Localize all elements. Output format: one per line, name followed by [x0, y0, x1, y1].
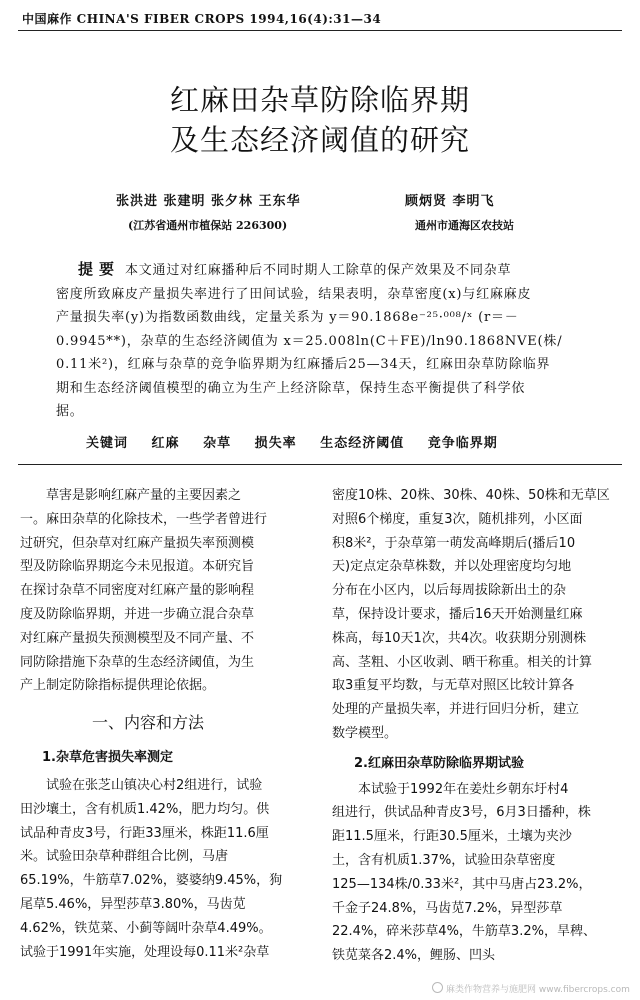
abstract-label: 提要 [78, 260, 121, 278]
keyword-1: 红麻 [151, 436, 180, 451]
body-line: 分布在小区内，以后每周拔除新出土的杂 [332, 583, 567, 599]
body-line: 米。试验田杂草种群组合比例，马唐 [20, 849, 229, 865]
body-line: 距11.5厘米，行距30.5厘米，土壤为夹沙 [332, 829, 572, 845]
subsection-heading-2: 2.红麻田杂草防除临界期试验 [354, 755, 524, 771]
abstract-line [56, 258, 618, 283]
body-line: 数学模型。 [332, 725, 398, 741]
authors-group-1: 张洪进 张建明 张夕林 王东华 [116, 194, 301, 209]
body-column-left [20, 484, 306, 964]
body-line: 处理的产量损失率，并进行回归分析，建立 [332, 702, 580, 718]
body-line: 22.4%，碎米莎草4%，牛筋草3.2%，旱稗、 [332, 924, 596, 940]
body-line: 过研究，但杂草对红麻产量损失率预测模 [20, 535, 255, 551]
body-line: 草害是影响红麻产量的主要因素之 [46, 488, 242, 503]
body-line: 型及防除临界期迄今未见报道。本研究旨 [20, 559, 255, 575]
keyword-3: 损失率 [254, 436, 297, 451]
body-line: 天)定点定杂草株数，并以处理密度均匀地 [332, 559, 572, 575]
body-line: 产上制定防除指标提供理论依据。 [20, 678, 216, 694]
keywords-label: 关键词 [86, 436, 129, 451]
section-heading-1: 一、内容和方法 [92, 713, 205, 733]
body-column-right [332, 484, 618, 968]
watermark [432, 982, 630, 995]
body-line: 对照6个梯度，重复3次，随机排列，小区面 [332, 511, 583, 527]
body-line: 草，保持设计要求，播后16天开始测量红麻 [332, 606, 583, 622]
body-line: 65.19%，牛筋草7.02%，婆婆纳9.45%，狗 [20, 873, 283, 889]
header-rule [18, 30, 622, 31]
keyword-5: 竞争临界期 [427, 436, 498, 451]
abstract-rule [18, 464, 622, 465]
body-line: 千金子24.8%，马齿苋7.2%，异型莎草 [332, 900, 563, 916]
keywords [86, 432, 626, 451]
subsection-heading-1: 1.杂草危害损失率测定 [42, 750, 173, 766]
body-line: 试品种青皮3号，行距33厘米，株距11.6厘 [20, 825, 269, 841]
body-line: 125—134株/0.33米²，其中马唐占23.2%， [332, 876, 592, 892]
body-line: 组进行，供试品种青皮3号，6月3日播种，株 [332, 805, 591, 821]
paper-title [0, 80, 640, 160]
body-line: 积8米²，于杂草第一萌发高峰期后(播后10 [332, 535, 576, 551]
body-line: 本试验于1992年在姜灶乡朝东圩村4 [358, 781, 569, 797]
body-line: 株高，每10天1次，共4次。收获期分别测株 [332, 630, 587, 646]
abstract-line-2: 密度所致麻皮产量损失率进行了田间试验，结果表明，杂草密度(x)与红麻麻皮 [56, 286, 532, 302]
body-line: 试验于1991年实施，处理设每0.11米²杂草 [20, 944, 270, 960]
running-head: 中国麻作 CHINA'S FIBER CROPS 1994,16(4):31—34 [22, 12, 382, 26]
abstract-line-7: 据。 [56, 404, 84, 419]
abstract-line-5: 0.11米²)，红麻与杂草的竞争临界期为红麻播后25—34天，红麻田杂草防除临界 [56, 357, 551, 372]
keyword-4: 生态经济阈值 [320, 436, 405, 451]
watermark-logo-icon [432, 982, 443, 993]
body-line: 尾草5.46%，异型莎草3.80%，马齿苋 [20, 896, 246, 912]
watermark-text: 麻类作物营养与施肥网 www.fibercrops.com [446, 985, 630, 995]
body-line: 4.62%，铁苋菜、小蓟等阔叶杂草4.49%。 [20, 920, 272, 936]
abstract [56, 258, 618, 424]
abstract-line-3: 产量损失率(y)为指数函数曲线，定量关系为 y＝90.1868e⁻²⁵·⁰⁰⁸/ˣ (r＝－ [56, 310, 519, 325]
body-line: 在探讨杂草不同密度对红麻产量的影响程 [20, 583, 255, 599]
body-line: 密度10株、20株、30株、40株、50株和无草区 [332, 488, 610, 503]
body-line: 取3重复平均数，与无草对照区比较计算各 [332, 678, 575, 694]
title-line-1: 红麻田杂草防除临界期 [169, 83, 470, 117]
body-line: 土，含有机质1.37%，试验田杂草密度 [332, 852, 556, 868]
body-line: 度及防除临界期，并进一步确立混合杂草 [20, 606, 255, 622]
affiliation-2: 通州市通海区农技站 [415, 219, 514, 232]
abstract-line-1: 本文通过对红麻播种后不同时期人工除草的保产效果及不同杂草 [124, 263, 512, 278]
body-line: 对红麻产量损失预测模型及不同产量、不 [20, 630, 255, 646]
body-line: 铁苋菜各2.4%，鲤肠、凹头 [332, 948, 496, 964]
body-line: 试验在张芝山镇决心村2组进行，试验 [46, 777, 263, 793]
title-line-2: 及生态经济阈值的研究 [169, 123, 470, 157]
authors-group-2: 顾炳贤 李明飞 [405, 194, 495, 209]
affiliation-1: (江苏省通州市植保站 226300) [128, 219, 288, 232]
body-line: 同防除措施下杂草的生态经济阈值，为生 [20, 654, 255, 670]
body-line: 高、茎粗、小区收剥、晒干称重。相关的计算 [332, 654, 593, 670]
body-line: 田沙壤土，含有机质1.42%，肥力均匀。供 [20, 801, 270, 817]
keyword-2: 杂草 [203, 436, 232, 451]
body-line: 一。麻田杂草的化除技术，一些学者曾进行 [20, 511, 268, 527]
abstract-line-4: 0.9945**)，杂草的生态经济阈值为 x＝25.008ln(C＋FE)/ln90.1868NVE(株/ [56, 333, 563, 349]
abstract-line-6: 期和生态经济阈值模型的确立为生产上经济除草，保持生态平衡提供了科学依 [56, 380, 526, 396]
